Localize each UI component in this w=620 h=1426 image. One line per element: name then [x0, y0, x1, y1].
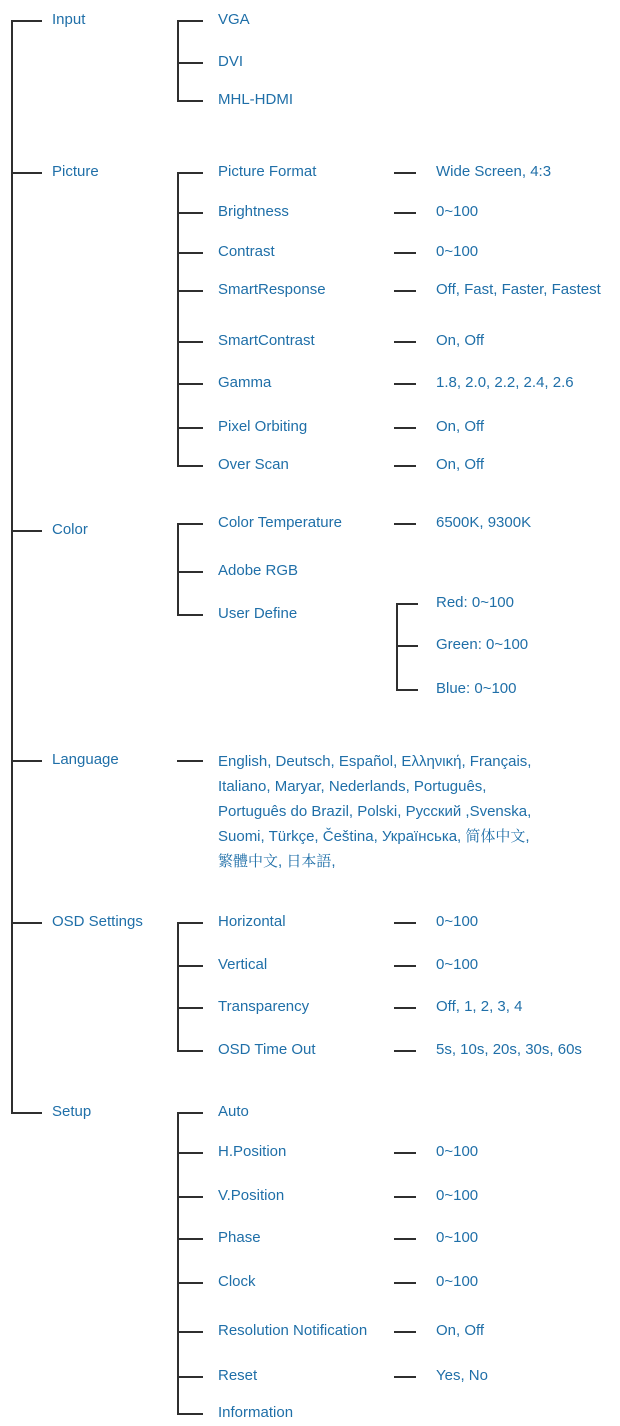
submenu-item-value: 0~100 — [436, 1273, 479, 1290]
submenu-branch-line — [177, 1196, 203, 1198]
value-dash-line — [394, 172, 416, 174]
submenu-branch-line — [177, 1007, 203, 1009]
submenu-branch-line — [177, 290, 203, 292]
submenu-item-label: Phase — [218, 1229, 261, 1246]
language-options-line: Suomi, Türkçe, Čeština, Українська, 简体中文, — [218, 828, 530, 845]
submenu-item-value: Wide Screen, 4:3 — [436, 163, 552, 180]
submenu-branch-line — [177, 172, 203, 174]
submenu-branch-line — [177, 62, 203, 64]
main-menu-label: Input — [52, 11, 86, 28]
submenu-item-label: Brightness — [218, 203, 289, 220]
submenu-branch-line — [177, 100, 203, 102]
submenu-item-label: OSD Time Out — [218, 1041, 316, 1058]
submenu-item-label: VGA — [218, 11, 250, 28]
main-branch-line — [11, 922, 42, 924]
submenu-item-value: 0~100 — [436, 956, 479, 973]
submenu-branch-line — [177, 965, 203, 967]
submenu-item-label: MHL-HDMI — [218, 91, 293, 108]
value-dash-line — [394, 1152, 416, 1154]
submenu-item-value: 5s, 10s, 20s, 30s, 60s — [436, 1041, 582, 1058]
submenu-item-value: 1.8, 2.0, 2.2, 2.4, 2.6 — [436, 374, 574, 391]
submenu-item-value: 0~100 — [436, 1187, 479, 1204]
submenu-connector-line — [177, 523, 179, 615]
language-options-line: English, Deutsch, Español, Ελληνική, Français, — [218, 753, 532, 770]
submenu-item-label: Adobe RGB — [218, 562, 299, 579]
submenu-branch-line — [177, 465, 203, 467]
submenu-branch-line — [177, 252, 203, 254]
submenu-branch-line — [177, 1282, 203, 1284]
main-branch-line — [11, 1112, 42, 1114]
language-dash-line — [177, 760, 203, 762]
submenu-item-label: V.Position — [218, 1187, 285, 1204]
submenu-branch-line — [177, 383, 203, 385]
submenu-branch-line — [177, 1376, 203, 1378]
submenu-branch-line — [177, 1413, 203, 1415]
value-dash-line — [394, 922, 416, 924]
submenu-item-label: Gamma — [218, 374, 272, 391]
level3-branch-line — [396, 603, 418, 605]
submenu-item-label: User Define — [218, 605, 298, 622]
submenu-item-label: SmartContrast — [218, 332, 315, 349]
submenu-item-label: Contrast — [218, 243, 275, 260]
main-menu-label: Color — [52, 521, 88, 538]
submenu-branch-line — [177, 1331, 203, 1333]
value-dash-line — [394, 212, 416, 214]
level3-item-label: Blue: 0~100 — [436, 680, 517, 697]
submenu-item-label: Vertical — [218, 956, 268, 973]
value-dash-line — [394, 1196, 416, 1198]
main-menu-label: OSD Settings — [52, 913, 143, 930]
value-dash-line — [394, 427, 416, 429]
value-dash-line — [394, 252, 416, 254]
submenu-connector-line — [177, 20, 179, 101]
value-dash-line — [394, 290, 416, 292]
language-options-line: Português do Brazil, Polski, Русский ,Svenska, — [218, 803, 532, 820]
submenu-item-value: 0~100 — [436, 203, 479, 220]
submenu-item-label: Resolution Notification — [218, 1322, 368, 1339]
submenu-branch-line — [177, 1112, 203, 1114]
submenu-item-value: 0~100 — [436, 1229, 479, 1246]
submenu-item-value: 0~100 — [436, 913, 479, 930]
submenu-branch-line — [177, 571, 203, 573]
submenu-item-label: Transparency — [218, 998, 310, 1015]
value-dash-line — [394, 1331, 416, 1333]
main-menu-label: Picture — [52, 163, 99, 180]
submenu-item-value: Off, 1, 2, 3, 4 — [436, 998, 523, 1015]
value-dash-line — [394, 1376, 416, 1378]
value-dash-line — [394, 465, 416, 467]
value-dash-line — [394, 1282, 416, 1284]
submenu-connector-line — [177, 1112, 179, 1414]
level3-branch-line — [396, 645, 418, 647]
submenu-item-value: On, Off — [436, 418, 485, 435]
main-menu-label: Language — [52, 751, 119, 768]
submenu-item-label: Horizontal — [218, 913, 286, 930]
main-branch-line — [11, 172, 42, 174]
value-dash-line — [394, 523, 416, 525]
submenu-item-value: On, Off — [436, 332, 485, 349]
main-branch-line — [11, 530, 42, 532]
main-branch-line — [11, 760, 42, 762]
level3-item-label: Red: 0~100 — [436, 594, 514, 611]
submenu-branch-line — [177, 922, 203, 924]
submenu-branch-line — [177, 427, 203, 429]
submenu-item-value: On, Off — [436, 456, 485, 473]
submenu-item-label: Information — [218, 1404, 294, 1421]
submenu-item-label: DVI — [218, 53, 244, 70]
submenu-branch-line — [177, 614, 203, 616]
submenu-item-value: Yes, No — [436, 1367, 488, 1384]
submenu-item-label: Pixel Orbiting — [218, 418, 308, 435]
level3-item-label: Green: 0~100 — [436, 636, 529, 653]
submenu-item-label: Over Scan — [218, 456, 289, 473]
submenu-connector-line — [177, 172, 179, 466]
value-dash-line — [394, 341, 416, 343]
submenu-item-value: Off, Fast, Faster, Fastest — [436, 281, 601, 298]
submenu-branch-line — [177, 1050, 203, 1052]
submenu-item-value: 6500K, 9300K — [436, 514, 532, 531]
value-dash-line — [394, 1238, 416, 1240]
submenu-branch-line — [177, 341, 203, 343]
value-dash-line — [394, 383, 416, 385]
submenu-item-label: Color Temperature — [218, 514, 342, 531]
submenu-item-label: Reset — [218, 1367, 258, 1384]
language-options-line: 繁體中文, 日本語, — [218, 853, 336, 870]
submenu-item-value: 0~100 — [436, 243, 479, 260]
value-dash-line — [394, 965, 416, 967]
submenu-item-label: Clock — [218, 1273, 256, 1290]
language-options-line: Italiano, Maryar, Nederlands, Português, — [218, 778, 487, 795]
value-dash-line — [394, 1050, 416, 1052]
value-dash-line — [394, 1007, 416, 1009]
submenu-item-label: SmartResponse — [218, 281, 326, 298]
submenu-branch-line — [177, 1238, 203, 1240]
submenu-branch-line — [177, 1152, 203, 1154]
main-branch-line — [11, 20, 42, 22]
submenu-item-value: On, Off — [436, 1322, 485, 1339]
level3-branch-line — [396, 689, 418, 691]
root-connector-line — [11, 20, 13, 1113]
submenu-item-value: 0~100 — [436, 1143, 479, 1160]
submenu-branch-line — [177, 20, 203, 22]
submenu-item-label: H.Position — [218, 1143, 287, 1160]
submenu-item-label: Auto — [218, 1103, 249, 1120]
main-menu-label: Setup — [52, 1103, 92, 1120]
submenu-item-label: Picture Format — [218, 163, 317, 180]
submenu-branch-line — [177, 523, 203, 525]
submenu-connector-line — [177, 922, 179, 1051]
submenu-branch-line — [177, 212, 203, 214]
